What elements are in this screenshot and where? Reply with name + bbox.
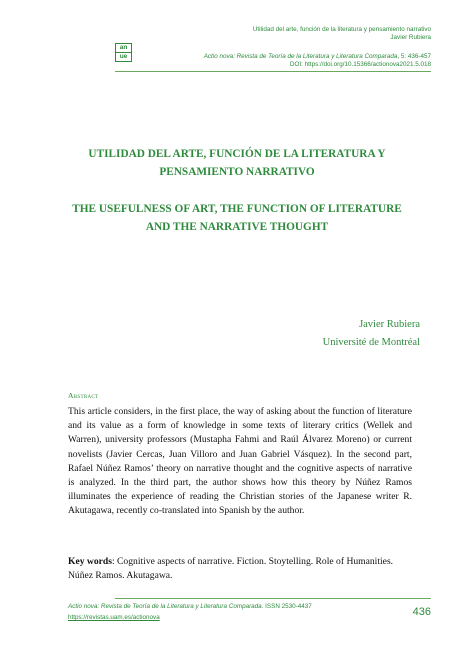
- spanish-title-line2: PENSAMIENTO NARRATIVO: [159, 166, 315, 178]
- footer-citation: [68, 603, 312, 610]
- journal-logo: [115, 43, 132, 62]
- spanish-title-line1: UTILIDAD DEL ARTE, FUNCIÓN DE LA LITERATURA Y: [88, 148, 386, 160]
- running-header: [253, 26, 431, 42]
- english-title-line1: THE USEFULNESS OF ART, THE FUNCTION OF LITERATURE: [72, 203, 402, 215]
- abstract-body: This article considers, in the first place, the way of asking about the function of literature and its value as a form of knowledge in some texts of literary critics (Wellek and Warren), university professors (Mustapha Fahmi and Raúl Álvarez Moreno) or current novelists (Javier Cercas, Juan Villoro and Juan Gabriel Vásquez). In the second part, Rafael Núñez Ramos’ theory on narrative thought and the cognitive aspects of narrative is analyzed. In the third part, the author shows how this theory by Núñez Ramos illuminates the experience of reading the Christian stories of the Japanese writer R. Akutagawa, recently co-translated into Spanish by the author.: [68, 406, 412, 517]
- keywords: [68, 555, 412, 583]
- page-number: 436: [412, 606, 431, 618]
- footer-issn: ISSN 2530-4437: [263, 603, 312, 610]
- running-author: Javier Rubiera: [390, 34, 431, 41]
- keywords-label: Key words: [68, 556, 112, 567]
- journal-citation: Actio nova: Revista de Teoría de la Literatura y Literatura Comparada: [203, 53, 398, 60]
- logo-top-text: an: [116, 44, 131, 53]
- keywords-text: : Cognitive aspects of narrative. Fiction. Stoytelling. Role of Humanities. Núñez Ramos. Akutagawa.: [68, 556, 394, 582]
- footer-url-link[interactable]: https://revistas.uam.es/actionova: [68, 614, 160, 621]
- logo-bottom-text: ue: [119, 53, 128, 60]
- header-rule: [115, 71, 431, 72]
- running-title: Utilidad del arte, función de la literatura y pensamiento narrativo: [252, 26, 431, 33]
- abstract-heading: Abstract: [68, 391, 99, 400]
- issue-pages: , 5: 436-457: [397, 53, 431, 60]
- doi-link[interactable]: DOI: https://doi.org/10.15366/actionova2021.5.018: [289, 61, 431, 68]
- author-name: Javier Rubiera: [359, 319, 420, 330]
- journal-citation-block: [204, 53, 431, 69]
- english-title-line2: AND THE NARRATIVE THOUGHT: [145, 221, 329, 233]
- english-title: [60, 200, 414, 236]
- footer-rule: [115, 598, 431, 599]
- spanish-title: [60, 145, 414, 181]
- author-affiliation: Université de Montréal: [322, 337, 420, 348]
- author-block: [323, 316, 420, 352]
- footer-journal-name: Actio nova: Revista de Teoría de la Literatura y Literatura Comparada.: [68, 603, 264, 610]
